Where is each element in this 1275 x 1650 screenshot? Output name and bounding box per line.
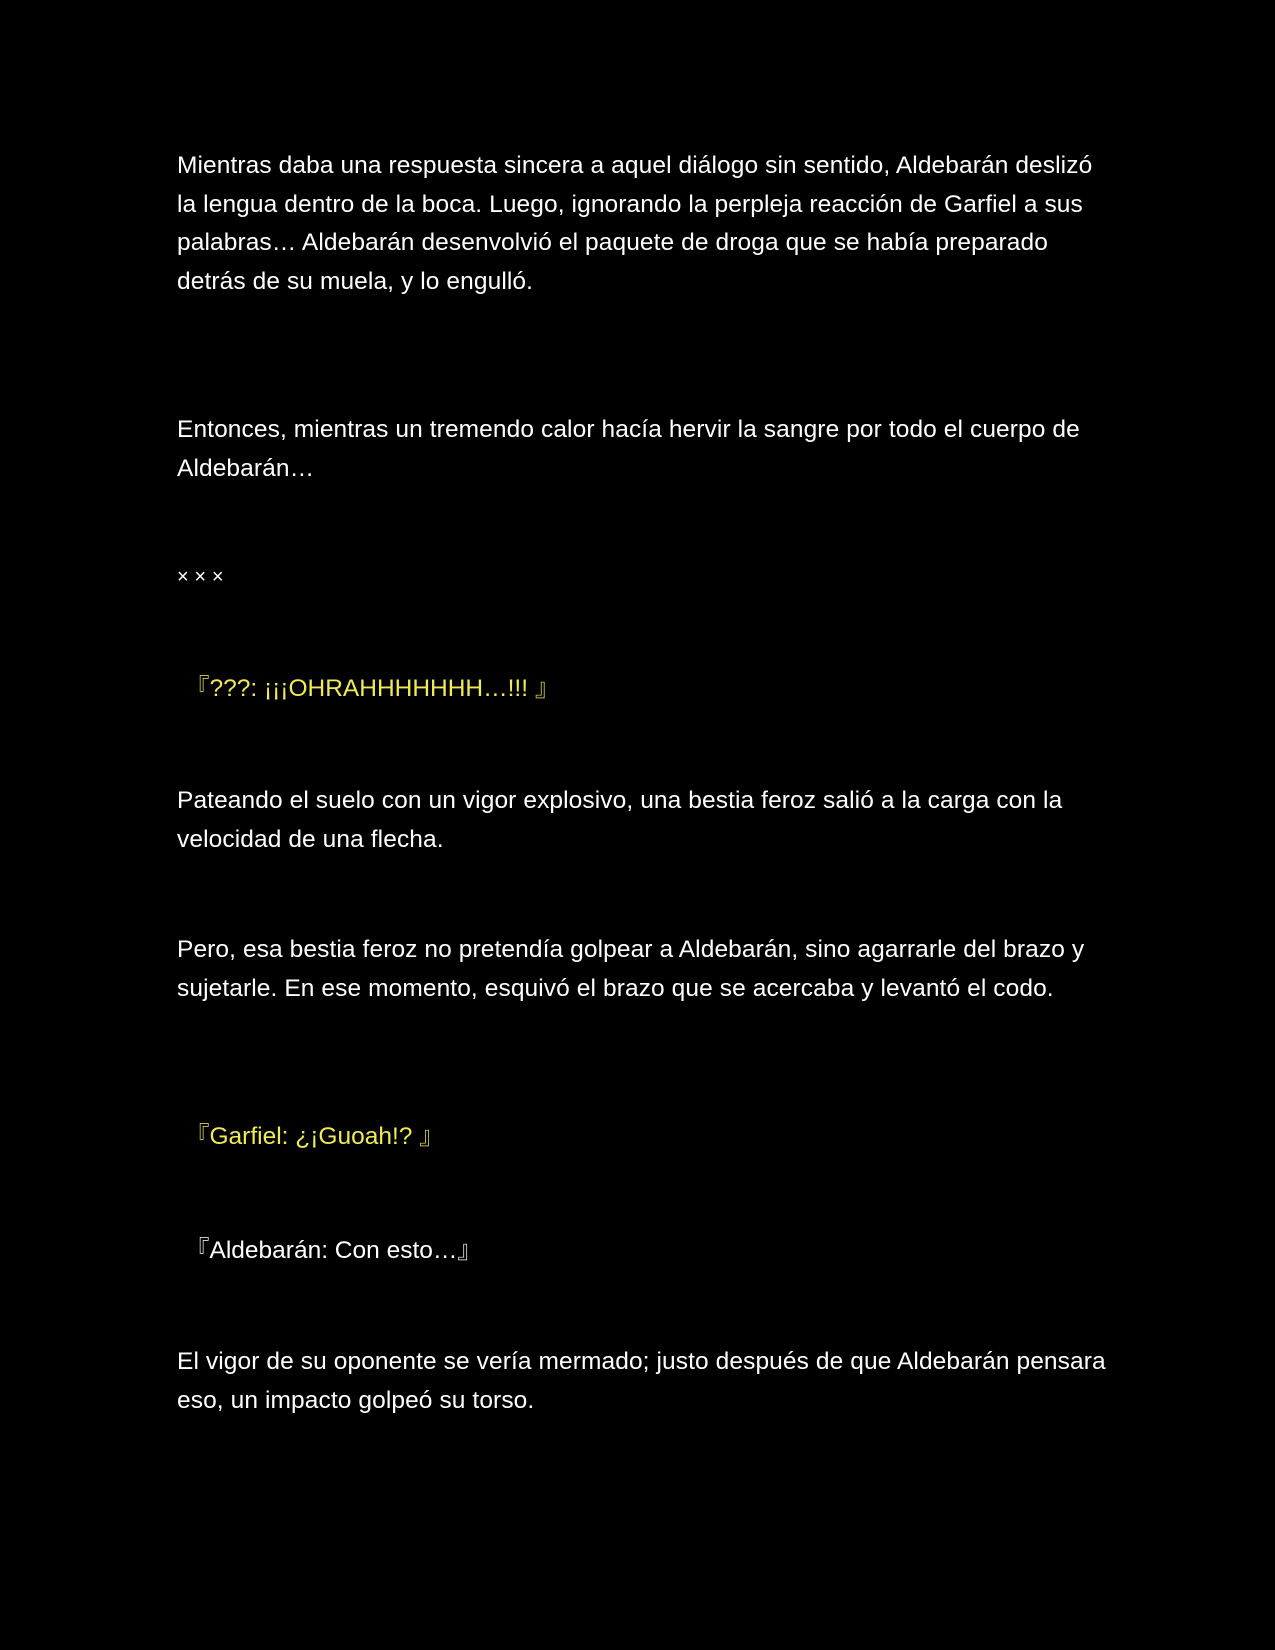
dialogue-garfiel: 『Garfiel: ¿¡Guoah!? 』 (185, 1123, 444, 1150)
scene-break: × × × (177, 566, 224, 588)
dialogue-aldebaran: 『Aldebarán: Con esto…』 (185, 1237, 482, 1264)
paragraph-1: Mientras daba una respuesta sincera a aquel diálogo sin sentido, Aldebarán deslizó la lengua dentro de la boca. Luego, ignorando la perpleja reacción de Garfiel a sus palabras… Aldebarán desenvolvió el paquete de droga que se había preparado detrás de su muela, y lo engulló. (177, 152, 1093, 295)
paragraph-4: Pero, esa bestia feroz no pretendía golpear a Aldebarán, sino agarrarle del brazo y sujetarle. En ese momento, esquivó el brazo que se acercaba y levantó el codo. (177, 936, 1085, 1002)
dialogue-unknown: 『???: ¡¡¡OHRAHHHHHHH…!!! 』 (185, 675, 560, 702)
paragraph-3: Pateando el suelo con un vigor explosivo, una bestia feroz salió a la carga con la velocidad de una flecha. (177, 787, 1063, 853)
paragraph-2: Entonces, mientras un tremendo calor hacía hervir la sangre por todo el cuerpo de Aldebarán… (177, 416, 1080, 482)
paragraph-5: El vigor de su oponente se vería mermado; justo después de que Aldebarán pensara eso, un impacto golpeó su torso. (177, 1348, 1106, 1414)
